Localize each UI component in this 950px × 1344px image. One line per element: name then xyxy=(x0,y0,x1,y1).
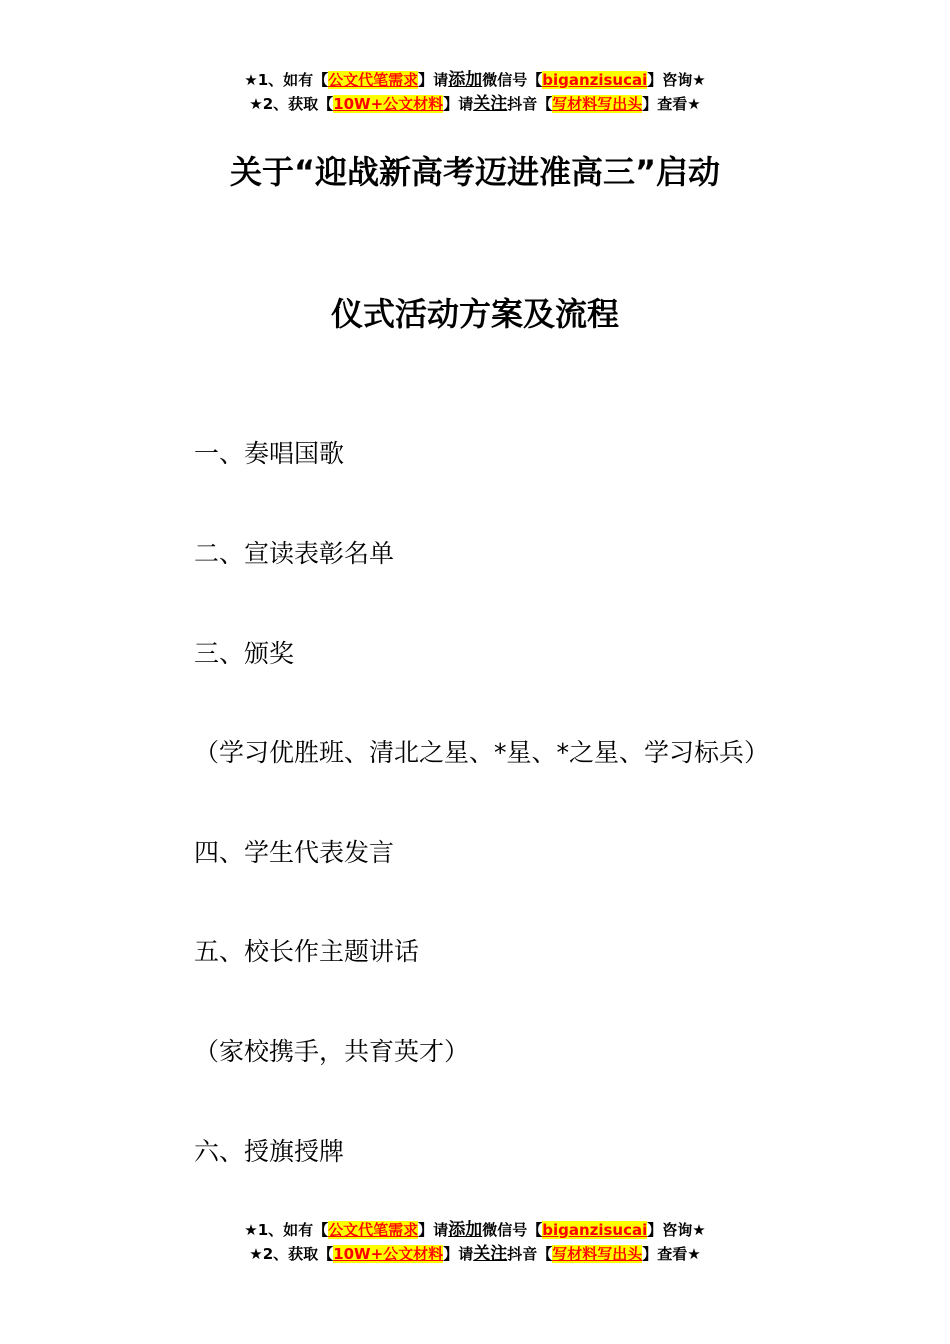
banner-text: 】咨询★ xyxy=(647,1221,706,1239)
banner-emphasis: 添加 xyxy=(448,1220,483,1240)
banner-highlight: 10W+公文材料 xyxy=(333,1245,444,1263)
banner-text: 抖音【 xyxy=(507,1245,553,1263)
banner-highlight: 写材料写出头 xyxy=(552,95,643,113)
banner-text: 】请 xyxy=(418,1221,449,1239)
banner-text: 】请 xyxy=(418,71,449,89)
agenda-item: 六、授旗授牌 xyxy=(194,1137,345,1166)
banner-text: ★2、获取【 xyxy=(249,95,334,113)
header-banner xyxy=(0,68,950,116)
banner-text: 微信号【 xyxy=(482,1221,543,1239)
banner-line-1 xyxy=(0,1218,950,1242)
banner-highlight: 写材料写出头 xyxy=(552,1245,643,1263)
banner-text: 】请 xyxy=(443,1245,474,1263)
banner-text: 】请 xyxy=(443,95,474,113)
banner-line-2 xyxy=(0,1242,950,1266)
banner-emphasis: 关注 xyxy=(473,94,508,114)
agenda-item: 一、奏唱国歌 xyxy=(194,439,345,468)
banner-text: 微信号【 xyxy=(482,71,543,89)
banner-highlight: 公文代笔需求 xyxy=(328,1221,419,1239)
banner-highlight: biganzisucai xyxy=(542,71,648,89)
agenda-item-note: （家校携手，共育英才） xyxy=(194,1037,470,1066)
agenda-item: 二、宣读表彰名单 xyxy=(194,539,395,568)
banner-line-1 xyxy=(0,68,950,92)
footer-banner xyxy=(0,1218,950,1266)
banner-highlight: 10W+公文材料 xyxy=(333,95,444,113)
banner-text: 抖音【 xyxy=(507,95,553,113)
banner-highlight: biganzisucai xyxy=(542,1221,648,1239)
banner-text: 】查看★ xyxy=(642,1245,701,1263)
banner-emphasis: 添加 xyxy=(448,70,483,90)
banner-text: ★1、如有【 xyxy=(244,1221,329,1239)
agenda-item: 五、校长作主题讲话 xyxy=(194,937,420,966)
banner-text: ★2、获取【 xyxy=(249,1245,334,1263)
agenda-item: 三、颁奖 xyxy=(194,639,295,668)
document-title-line-2: 仪式活动方案及流程 xyxy=(330,295,619,333)
document-title-line-1: 关于“迎战新高考迈进准高三”启动 xyxy=(229,153,721,191)
banner-text: 】咨询★ xyxy=(647,71,706,89)
banner-text: 】查看★ xyxy=(642,95,701,113)
banner-emphasis: 关注 xyxy=(473,1244,508,1264)
banner-text: ★1、如有【 xyxy=(244,71,329,89)
agenda-item: 四、学生代表发言 xyxy=(194,838,395,867)
banner-highlight: 公文代笔需求 xyxy=(328,71,419,89)
banner-line-2 xyxy=(0,92,950,116)
agenda-item-note: （学习优胜班、清北之星、*星、*之星、学习标兵） xyxy=(194,738,770,767)
